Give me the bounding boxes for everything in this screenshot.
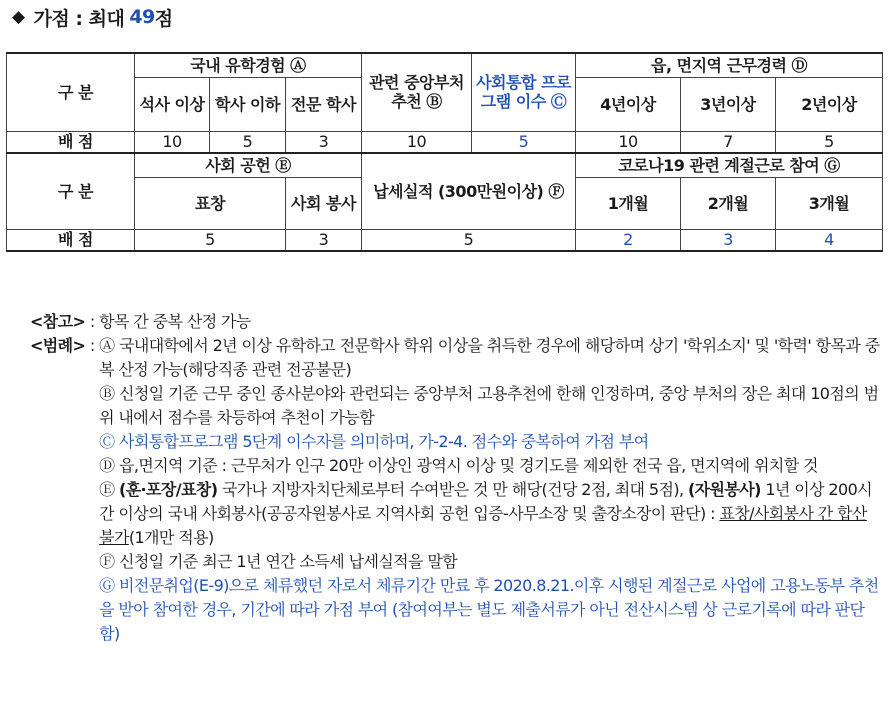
- title-prefix: 가점 : 최대: [33, 7, 125, 30]
- score-cell: 5: [472, 131, 576, 153]
- reference-text: 항목 간 중복 산정 가능: [99, 312, 251, 331]
- header-3months: 3개월: [776, 177, 883, 229]
- score-cell: 3: [286, 229, 362, 251]
- header-tax-record: 납세실적 (300만원이상) Ⓕ: [362, 153, 576, 229]
- header-volunteer: 사회 봉사: [286, 177, 362, 229]
- legend-item-d: Ⓓ 읍,면지역 기준 : 근무처가 인구 20만 이상인 광역시 이상 및 경기도를 제외한 전국 읍, 면지역에 위치할 것: [99, 456, 818, 475]
- header-ministry-recommend: 관련 중앙부처 추천 Ⓑ: [362, 53, 472, 131]
- header-bachelor: 학사 이하: [210, 77, 286, 131]
- covid-label: 코로나19 관련 계절근로 참여 Ⓖ: [618, 155, 840, 175]
- volunteer-label: (자원봉사): [687, 480, 761, 499]
- header-1month: 1개월: [576, 177, 681, 229]
- score-cell: 10: [576, 131, 681, 153]
- header-social-integration: 사회통합 프로그램 이수 Ⓒ: [472, 53, 576, 131]
- bonus-score-table: [6, 52, 883, 252]
- score-cell: 5: [776, 131, 883, 153]
- legend-item-a: Ⓐ 국내대학에서 2년 이상 유학하고 전문학사 학위 이상을 취득한 경우에 해당하며 상기 '학위소지' 및 '학력' 항목과 중복 산정 가능(해당직종 관련 전공불문): [99, 336, 880, 379]
- row-header-score-2: 배 점: [7, 229, 135, 251]
- header-2years: 2년이상: [776, 77, 883, 131]
- score-cell: 3: [286, 131, 362, 153]
- header-social-contribution: 사회 공헌 Ⓔ: [135, 153, 362, 177]
- legend-block: <범례> : Ⓐ 국내대학에서 2년 이상 유학하고 전문학사 학위 이상을 취득한 경우에 해당하며 상기 '학위소지' 및 '학력' 항목과 중복 산정 가능(해당직종 관련 전공불문) Ⓑ 신청일 기준 근무 중인 종사분야와 관련되는 중앙부처 고용추천에 한해 인정하며, 중앙 부처의 장은 최대 10점의 범위 내에서 점수를 차등하여 추천이 가능함 Ⓒ 사회통합프로그램 5단계 이수자를 의미하며, 가-2-4. 점수와 중복하여 가점 부여 Ⓓ 읍,면지역 기준 : 근무처가 인구 20만 이상인 광역시 이상 및 경기도를 제외한 전국 읍, 면지역에 위치할 것 Ⓔ (훈·포장/표창) 국가나 지방자치단체로부터 수여받은 것 만 해당(건당 2점, 최대 5점), (자원봉사) 1년 이상 200시간 이상의 국내 사회봉사(공공자원봉사로 지역사회 공헌 입증-사무소장 및 출장소장이 판단) : 표창/사회봉사 간 합산 불가(1개만 적용) Ⓕ 신청일 기준 최근 1년 연간 소득세 납세실적을 말함 Ⓖ 비전문취업(E-9)으로 체류했던 자로서 체류기간 만료 후 2020.8.21.이후 시행된 계절근로 사업에 고용노동부 추천을 받아 참여한 경우, 기간에 따라 가점 부여 (참여여부는 별도 제출서류가 아닌 전산시스템 상 근로기록에 따라 판단함): [30, 334, 880, 646]
- header-associate: 전문 학사: [286, 77, 362, 131]
- score-cell: 2: [576, 229, 681, 251]
- header-master: 석사 이상: [135, 77, 210, 131]
- header-4years: 4년이상: [576, 77, 681, 131]
- header-region-work: 읍, 면지역 근무경력 Ⓓ: [576, 53, 883, 77]
- header-3years: 3년이상: [681, 77, 776, 131]
- legend-item-g: Ⓖ 비전문취업(E-9)으로 체류했던 자로서 체류기간 만료 후 2020.8.21.이후 시행된 계절근로 사업에 고용노동부 추천을 받아 참여한 경우, 기간에 따라 가점 부여 (참여여부는 별도 제출서류가 아닌 전산시스템 상 근로기록에 따라 판단함): [99, 576, 879, 643]
- title-suffix: 점: [154, 7, 173, 30]
- score-cell: 10: [135, 131, 210, 153]
- score-cell: 4: [776, 229, 883, 251]
- legend-label: <범례>: [30, 336, 86, 355]
- reference-label: <참고>: [30, 312, 86, 331]
- row-header-gubun-1: 구 분: [7, 53, 135, 131]
- notes-section: [30, 310, 880, 646]
- score-cell: 5: [210, 131, 286, 153]
- score-cell: 3: [681, 229, 776, 251]
- row-header-gubun-2: 구 분: [7, 153, 135, 229]
- score-cell: 10: [362, 131, 472, 153]
- title-max-score: 49: [129, 6, 155, 28]
- header-award: 표창: [135, 177, 286, 229]
- legend-item-c: Ⓒ 사회통합프로그램 5단계 이수자를 의미하며, 가-2-4. 점수와 중복하여 가점 부여: [99, 432, 649, 451]
- award-label: (훈·포장/표창): [118, 480, 218, 499]
- legend-item-b: Ⓑ 신청일 기준 근무 중인 종사분야와 관련되는 중앙부처 고용추천에 한해 인정하며, 중앙 부처의 장은 최대 10점의 범위 내에서 점수를 차등하여 추천이 가능함: [99, 384, 879, 427]
- header-2months: 2개월: [681, 177, 776, 229]
- score-cell: 7: [681, 131, 776, 153]
- section-title: [12, 2, 173, 32]
- row-header-score-1: 배 점: [7, 131, 135, 153]
- diamond-icon: ◆: [12, 7, 25, 27]
- score-cell: 5: [362, 229, 576, 251]
- reference-note: <참고> : 항목 간 중복 산정 가능: [30, 310, 880, 334]
- score-cell: 5: [135, 229, 286, 251]
- legend-item-e: Ⓔ (훈·포장/표창) 국가나 지방자치단체로부터 수여받은 것 만 해당(건당 2점, 최대 5점), (자원봉사) 1년 이상 200시간 이상의 국내 사회봉사(공공자원봉사로 지역사회 공헌 입증-사무소장 및 출장소장이 판단) : 표창/사회봉사 간 합산 불가(1개만 적용): [99, 480, 873, 547]
- header-study-abroad: 국내 유학경험 Ⓐ: [135, 53, 362, 77]
- header-covid-seasonal: [576, 153, 883, 177]
- no-combine-note: 표창/사회봉사 간 합산 불가: [99, 504, 867, 547]
- legend-item-f: Ⓕ 신청일 기준 최근 1년 연간 소득세 납세실적을 말함: [99, 552, 458, 571]
